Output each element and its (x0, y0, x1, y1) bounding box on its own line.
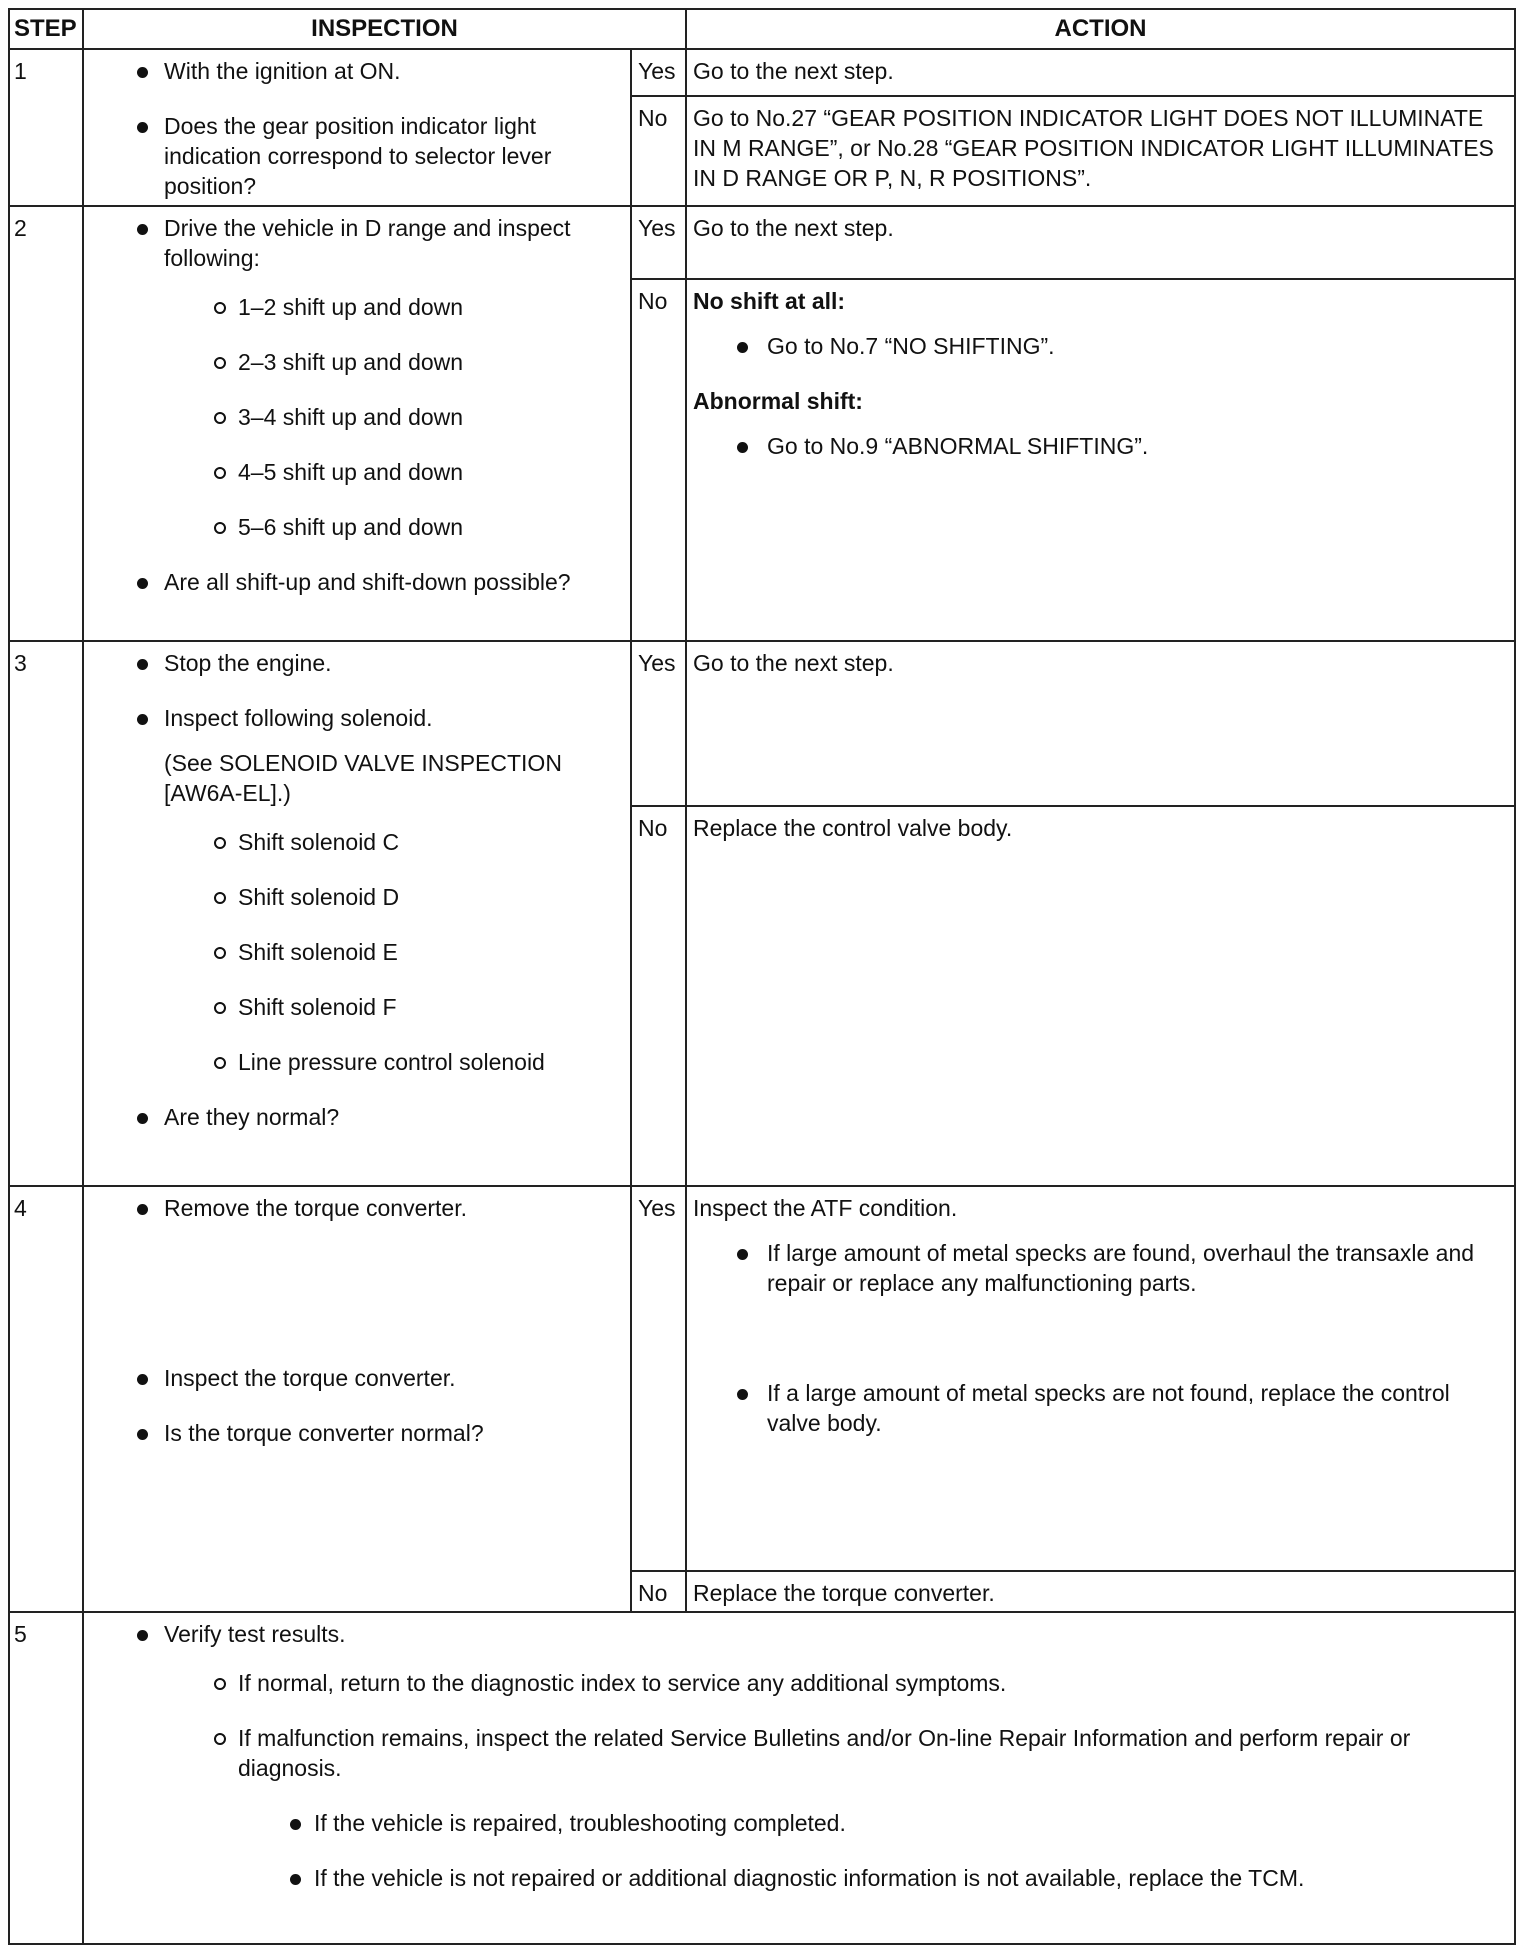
sub-item: 2–3 shift up and down (84, 347, 620, 377)
step-4-inspection (83, 1186, 631, 1612)
yes-label: Yes (631, 641, 686, 806)
step-2-inspection (83, 206, 631, 641)
yes-action: Go to the next step. (686, 206, 1515, 279)
inspection-item: Verify test results. (84, 1619, 1504, 1649)
no-action (686, 279, 1515, 641)
step-number: 5 (9, 1612, 83, 1944)
action-item: If large amount of metal specks are found, overhaul the transaxle and repair or replace any malfunctioning parts. (693, 1238, 1508, 1298)
inspection-item: Remove the torque converter. (84, 1193, 620, 1223)
sub-item: Shift solenoid E (84, 937, 620, 967)
inspection-item: Inspect the torque converter. (84, 1363, 620, 1393)
no-action: Replace the control valve body. (686, 806, 1515, 1186)
step-4-yes-row (9, 1186, 1515, 1571)
no-label: No (631, 96, 686, 206)
action-item: Go to No.9 “ABNORMAL SHIFTING”. (693, 431, 1508, 461)
step-1-yes-row (9, 49, 1515, 96)
header-row (9, 9, 1515, 49)
step-3-inspection (83, 641, 631, 1186)
step-3-yes-row (9, 641, 1515, 806)
no-label: No (631, 806, 686, 1186)
no-heading-abnormal-shift: Abnormal shift: (693, 388, 863, 414)
solenoid-reference: (See SOLENOID VALVE INSPECTION [AW6A-EL].) (164, 750, 562, 806)
inspection-item: Stop the engine. (84, 648, 620, 678)
inspection-item: Is the torque converter normal? (84, 1418, 620, 1448)
inspection-item: Does the gear position indicator light indication correspond to selector lever position? (84, 111, 620, 201)
step-header: STEP (9, 9, 83, 49)
sub-item: 5–6 shift up and down (84, 512, 620, 542)
step-5-row (9, 1612, 1515, 1944)
no-action: Go to No.27 “GEAR POSITION INDICATOR LIGHT DOES NOT ILLUMINATE IN M RANGE”, or No.28 “GEAR POSITION INDICATOR LIGHT ILLUMINATES IN D RANGE OR P, N, R POSITIONS”. (686, 96, 1515, 206)
troubleshooting-table (8, 8, 1516, 1945)
step-1-inspection (83, 49, 631, 206)
yes-action: Go to the next step. (686, 49, 1515, 96)
sub-item: 1–2 shift up and down (84, 292, 620, 322)
action-item: Go to No.7 “NO SHIFTING”. (693, 331, 1508, 361)
sub-item: Shift solenoid C (84, 827, 620, 857)
yes-label: Yes (631, 206, 686, 279)
sub-item: 3–4 shift up and down (84, 402, 620, 432)
no-label: No (631, 279, 686, 641)
no-action: Replace the torque converter. (686, 1571, 1515, 1612)
sub-item: Shift solenoid F (84, 992, 620, 1022)
yes-action-text: Inspect the ATF condition. (693, 1195, 958, 1221)
inspection-item: Are all shift-up and shift-down possible? (84, 567, 620, 597)
sub-sub-item: If the vehicle is not repaired or additional diagnostic information is not available, replace the TCM. (84, 1863, 1504, 1893)
step-5-content (83, 1612, 1515, 1944)
inspection-item: Are they normal? (84, 1102, 620, 1132)
step-number: 3 (9, 641, 83, 1186)
yes-label: Yes (631, 1186, 686, 1571)
inspection-item: Inspect following solenoid. (84, 703, 620, 733)
step-number: 4 (9, 1186, 83, 1612)
action-header: ACTION (686, 9, 1515, 49)
inspection-header: INSPECTION (83, 9, 686, 49)
sub-item: 4–5 shift up and down (84, 457, 620, 487)
sub-item: Shift solenoid D (84, 882, 620, 912)
step-2-yes-row (9, 206, 1515, 279)
step-number: 2 (9, 206, 83, 641)
action-item: If a large amount of metal specks are not found, replace the control valve body. (693, 1378, 1508, 1438)
sub-item: If malfunction remains, inspect the related Service Bulletins and/or On-line Repair Information and perform repair or diagnosis. (84, 1723, 1504, 1783)
step-number: 1 (9, 49, 83, 206)
yes-label: Yes (631, 49, 686, 96)
no-label: No (631, 1571, 686, 1612)
no-heading-no-shift: No shift at all: (693, 288, 846, 314)
yes-action (686, 1186, 1515, 1571)
inspection-item: With the ignition at ON. (84, 56, 620, 86)
yes-action: Go to the next step. (686, 641, 1515, 806)
inspection-item: Drive the vehicle in D range and inspect following: (84, 213, 620, 273)
sub-item: Line pressure control solenoid (84, 1047, 620, 1077)
sub-sub-item: If the vehicle is repaired, troubleshooting completed. (84, 1808, 1504, 1838)
sub-item: If normal, return to the diagnostic index to service any additional symptoms. (84, 1668, 1504, 1698)
